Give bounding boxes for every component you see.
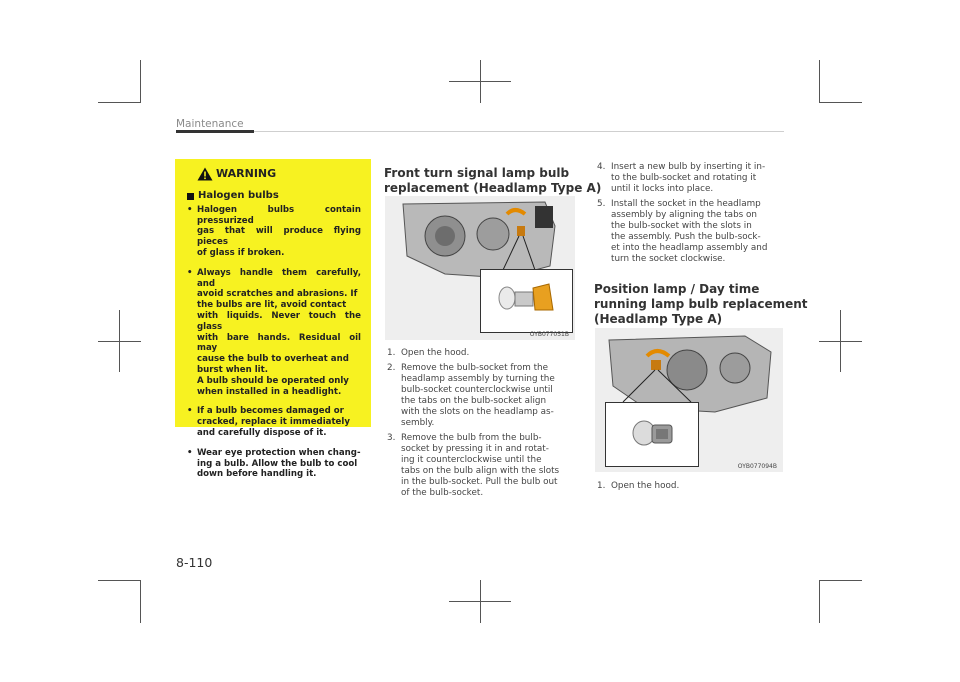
section-name: Maintenance — [176, 118, 244, 130]
figure-code: OYB077051B — [529, 331, 569, 338]
warning-box — [175, 159, 371, 480]
figure-position-lamp — [595, 328, 783, 472]
bulb-socket-inset-2 — [605, 402, 699, 467]
page-number: 8-110 — [176, 555, 213, 570]
header-rule — [254, 131, 784, 132]
steps-list-front-turn-continued — [594, 162, 785, 269]
figure-code-2: OYB077094B — [737, 463, 777, 470]
warning-bullet: • If a bulb becomes damaged or cracked, replace it immediately and carefully dispose of it. — [187, 406, 350, 438]
header-accent-bar — [176, 130, 254, 133]
warning-label: WARNING — [216, 166, 277, 180]
warning-list — [187, 205, 361, 480]
section-title-position-lamp: Position lamp / Day time running lamp bulb replacement (Headlamp Type A) — [594, 282, 808, 326]
warning-bullet: • Halogen bulbs contain pressurized gas that will produce flying pieces of glass if broken. — [187, 204, 361, 258]
figure-front-turn-signal — [385, 196, 575, 340]
steps-list-position-lamp — [594, 481, 785, 496]
list-item: 5. Install the socket in the headlamp assembly by aligning the tabs on the bulb-socket with the slots in the assembly. Push the bulb-sock- et into the headlamp assembly and turn the socket clockwise. — [597, 199, 768, 264]
warning-bullet: • Wear eye protection when chang- ing a bulb. Allow the bulb to cool down before handling it. — [187, 447, 361, 480]
bulb-socket-inset — [480, 269, 573, 333]
list-item: 1. Open the hood. — [387, 348, 470, 358]
list-item: 4. Insert a new bulb by inserting it in- to the bulb-socket and rotating it until it locks into place. — [597, 162, 766, 194]
section-title-front-turn: Front turn signal lamp bulb replacement (Headlamp Type A) — [384, 166, 602, 195]
black-square-icon — [187, 193, 194, 200]
list-item: 1. Open the hood. — [597, 481, 680, 491]
steps-list-front-turn — [384, 348, 575, 503]
warning-heading — [197, 167, 361, 181]
warning-bullet: • Always handle them carefully, and avoid scratches and abrasions. If the bulbs are lit, avoid contact with liquids. Never touch the glass with bare hands. Residual oil may cause the bulb to overheat and burst when lit. A bulb should be operated only when installed in a headlight. — [187, 267, 361, 397]
list-item: 3. Remove the bulb from the bulb- socket by pressing it in and rotat- ing it counterclockwise until the tabs on the bulb align with the slots in the bulb-socket. Pull the bulb out of the bulb-socket. — [387, 433, 560, 498]
list-item: 2. Remove the bulb-socket from the headlamp assembly by turning the bulb-socket counterclockwise until the tabs on the bulb-socket align with the slots on the headlamp as- sembly. — [387, 363, 555, 428]
page-header — [176, 118, 784, 134]
warning-subtitle-text: Halogen bulbs — [198, 190, 279, 201]
warning-subtitle — [187, 191, 361, 202]
warning-triangle-icon — [197, 167, 213, 181]
